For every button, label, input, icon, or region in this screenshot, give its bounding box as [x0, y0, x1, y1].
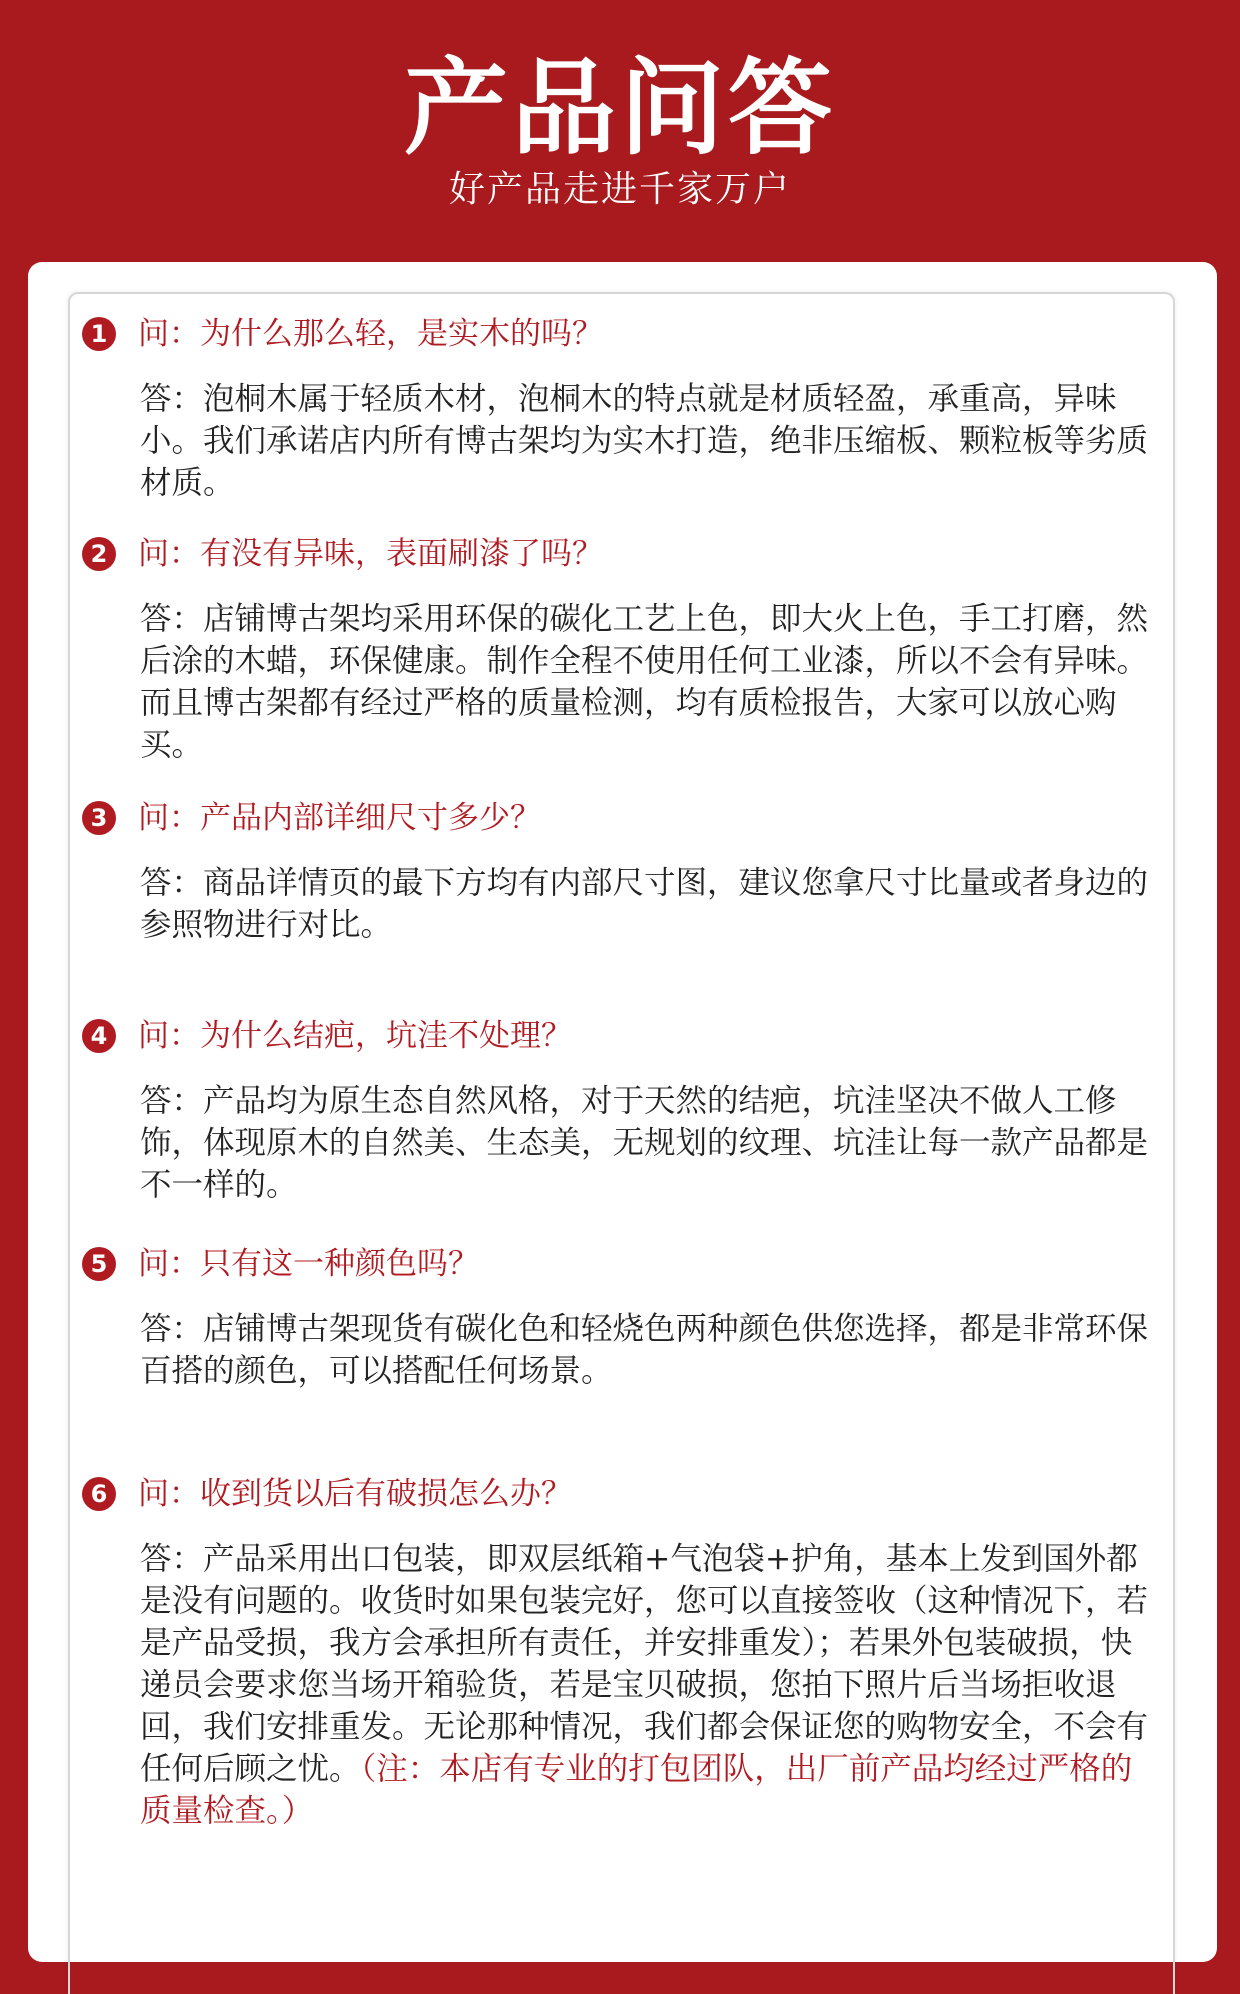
question-text: 问：产品内部详细尺寸多少？ [138, 800, 541, 836]
question-text: 问：有没有异味，表面刷漆了吗？ [138, 536, 603, 572]
page-subtitle: 好产品走进千家万户 [448, 169, 791, 210]
qa-card [28, 262, 1217, 1962]
answer-text: 答：产品均为原生态自然风格，对于天然的结疤，坑洼坚决不做人工修饰，体现原木的自然美、生态美，无规划的纹理、坑洼让每一款产品都是不一样的。 [140, 1083, 1149, 1203]
number-badge: 2 [82, 537, 116, 571]
answer-text: 答：商品详情页的最下方均有内部尺寸图，建议您拿尺寸比量或者身边的参照物进行对比。 [140, 865, 1149, 943]
answer-text: 答：店铺博古架均采用环保的碳化工艺上色，即大火上色，手工打磨，然后涂的木蜡，环保健康。制作全程不使用任何工业漆，所以不会有异味。而且博古架都有经过严格的质量检测，均有质检报告，大家可以放心购买。 [140, 601, 1149, 763]
qa-list [68, 292, 1175, 1994]
answer-text [140, 1538, 1150, 1832]
number-badge: 6 [82, 1477, 116, 1511]
number-badge: 5 [82, 1247, 116, 1281]
number-badge: 4 [82, 1019, 116, 1053]
answer-text: 答：泡桐木属于轻质木材，泡桐木的特点就是材质轻盈，承重高，异味小。我们承诺店内所有博古架均为实木打造，绝非压缩板、颗粒板等劣质材质。 [140, 381, 1149, 501]
number-badge: 3 [82, 801, 116, 835]
answer-note: （注：本店有专业的打包团队，出厂前产品均经过严格的质量检查。） [140, 1751, 1133, 1829]
question-text: 问：为什么结疤，坑洼不处理？ [138, 1018, 572, 1054]
page-title: 产品问答 [403, 47, 836, 169]
question-text: 问：只有这一种颜色吗？ [138, 1246, 479, 1282]
number-badge: 1 [82, 317, 116, 351]
answer-body: 答：产品采用出口包装，即双层纸箱+气泡袋+护角，基本上发到国外都是没有问题的。收货时如果包装完好，您可以直接签收（这种情况下，若是产品受损，我方会承担所有责任，并安排重发）；若果外包装破损，快递员会要求您当场开箱验货，若是宝贝破损，您拍下照片后当场拒收退回，我们安排重发。无论那种情况，我们都会保证您的购物安全，不会有任何后顾之忧。 [140, 1541, 1149, 1787]
question-text: 问：为什么那么轻，是实木的吗？ [138, 316, 603, 352]
header [0, 0, 1240, 260]
answer-text: 答：店铺博古架现货有碳化色和轻烧色两种颜色供您选择，都是非常环保百搭的颜色，可以搭配任何场景。 [140, 1311, 1149, 1389]
question-text: 问：收到货以后有破损怎么办？ [138, 1476, 572, 1512]
